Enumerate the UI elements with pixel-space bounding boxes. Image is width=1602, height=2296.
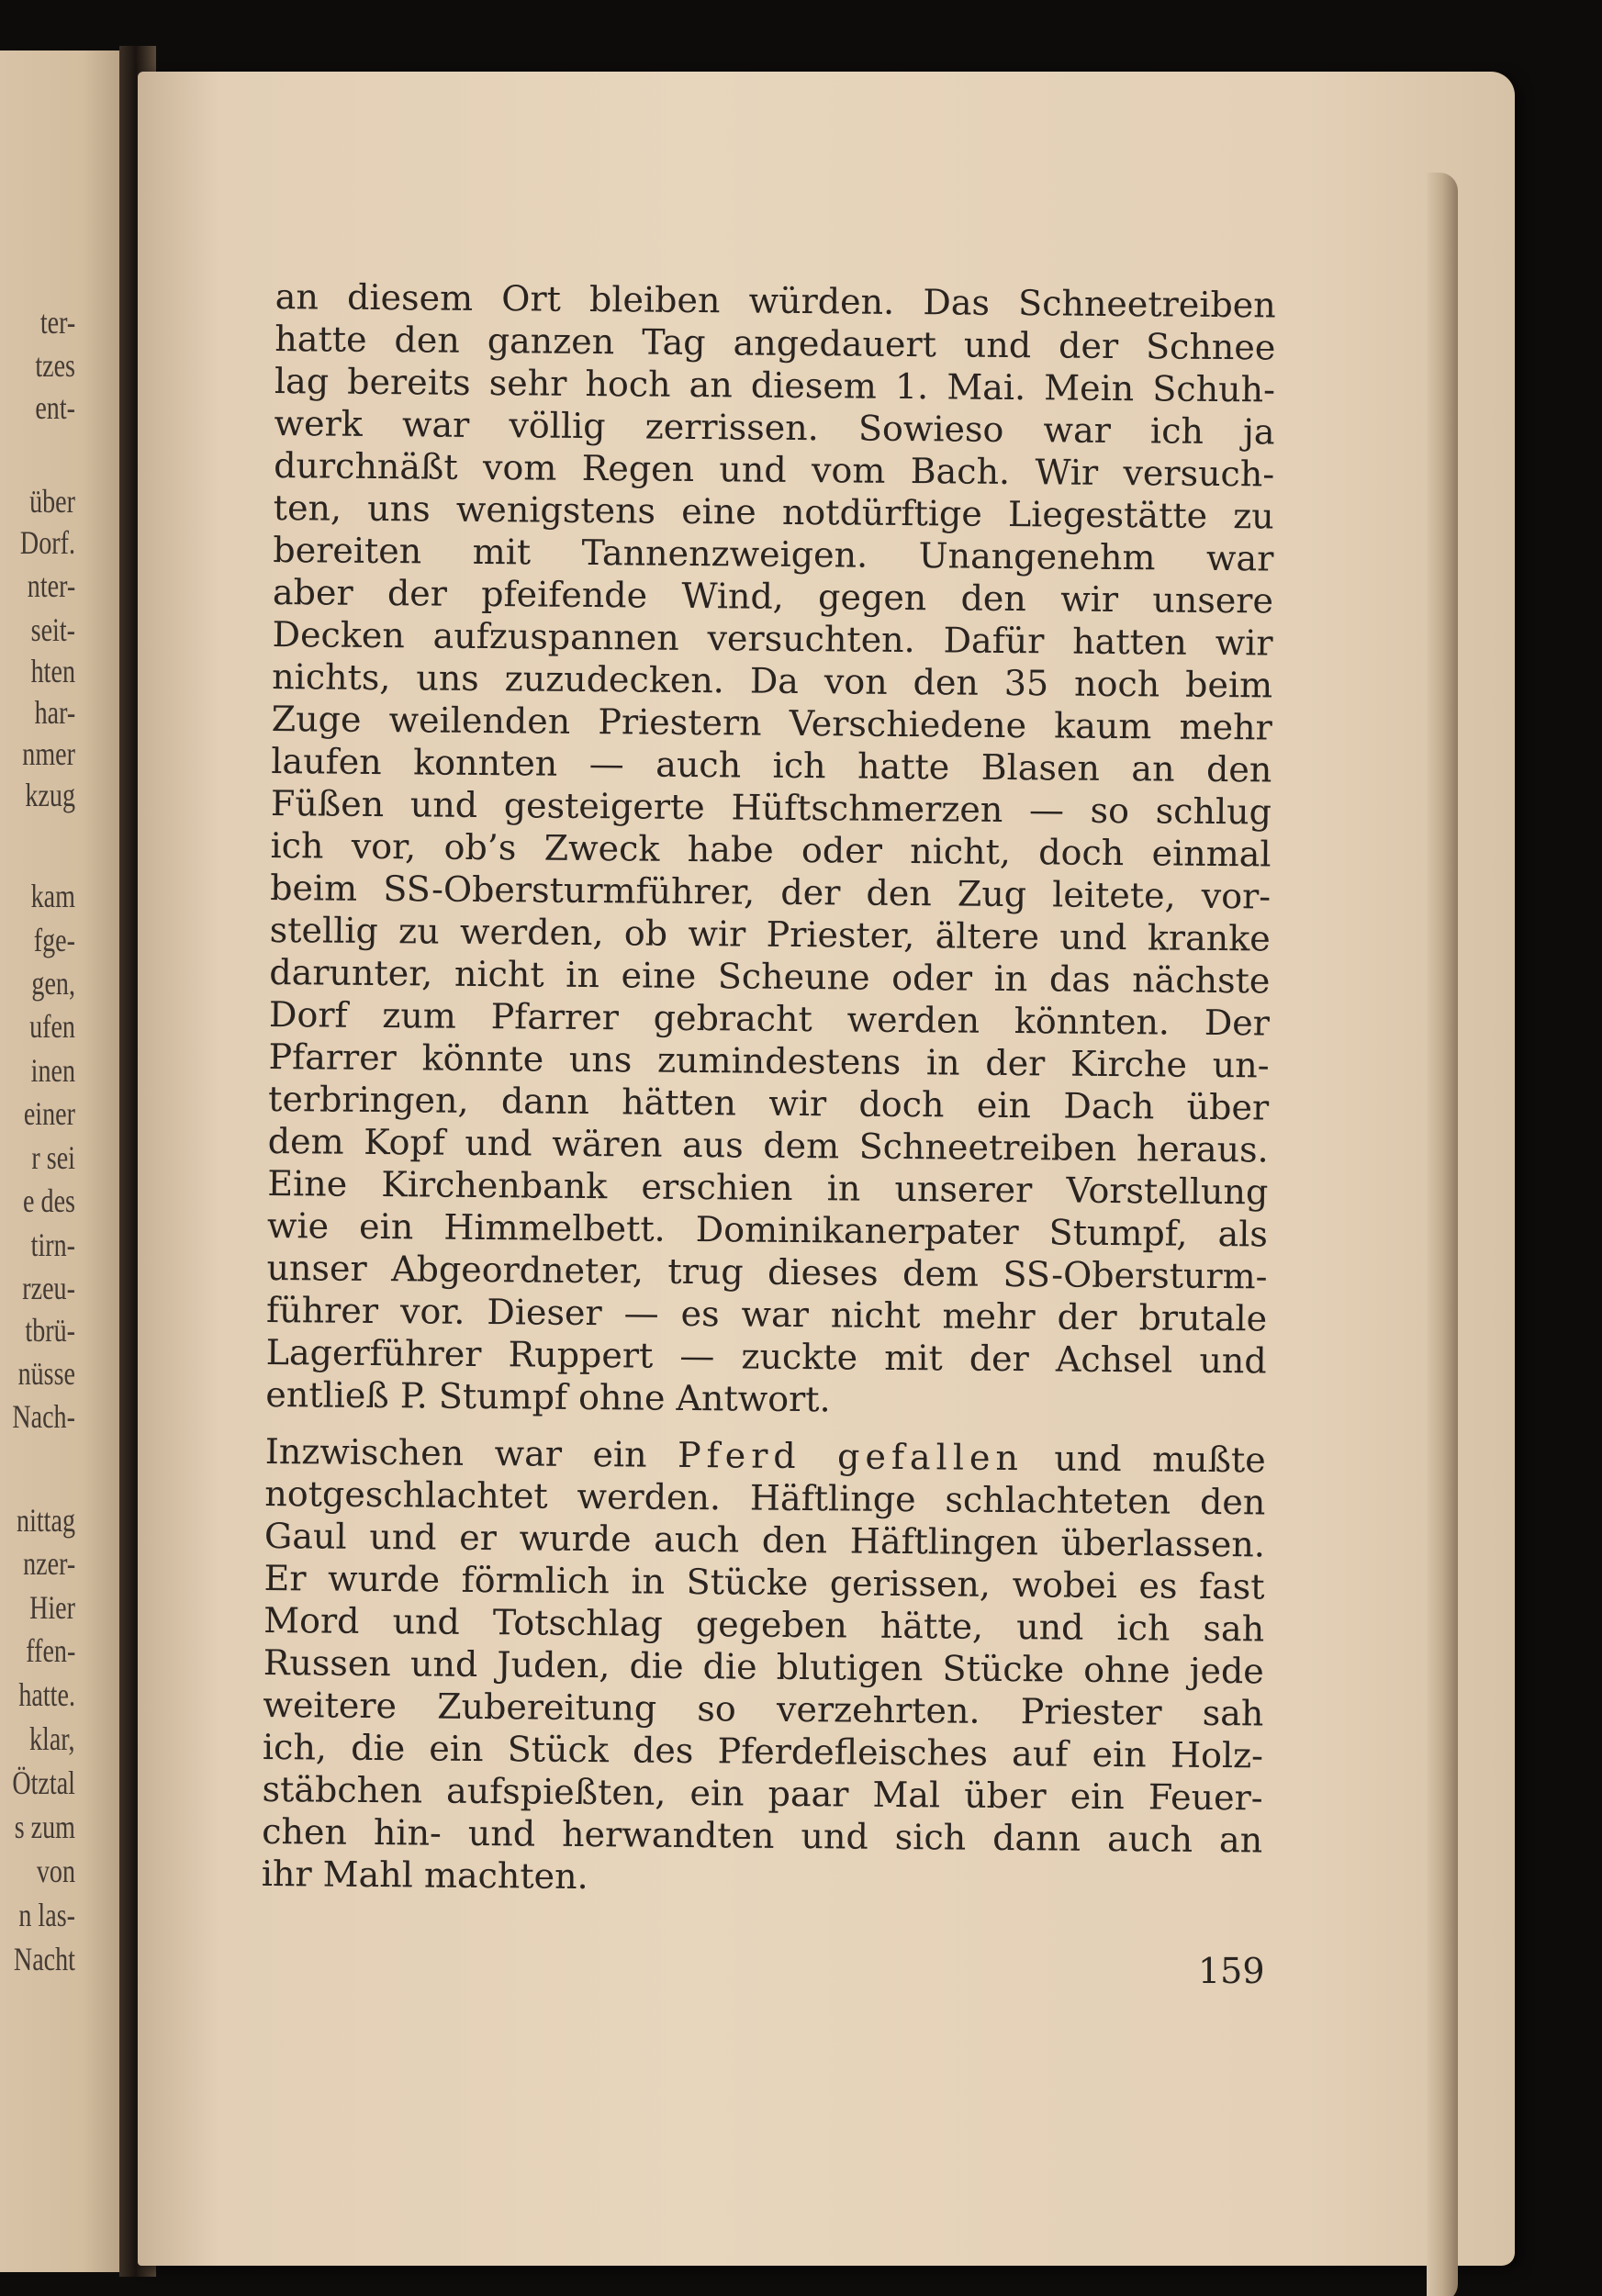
- text-line: Russen und Juden, die die blutigen Stücke ohne jede: [263, 1641, 1264, 1692]
- left-page-fragment: nmer: [22, 735, 75, 772]
- text-line: werk war völlig zerrissen. Sowieso war ich ja: [274, 402, 1275, 453]
- left-page-fragment: nittag: [17, 1502, 75, 1539]
- text-line: Dorf zum Pfarrer gebracht werden könnten. Der: [268, 993, 1271, 1044]
- left-page-fragment: ter-: [39, 304, 75, 341]
- left-page-text-fragments: [0, 50, 129, 2272]
- text-line: Eine Kirchenbank erschien in unserer Vorstellung: [267, 1162, 1269, 1213]
- left-page-fragment: nter-: [27, 567, 75, 604]
- left-page-fragment: tirn-: [30, 1226, 75, 1263]
- left-page-fragment: ent-: [35, 389, 75, 426]
- left-page-fragment: rzeu-: [22, 1270, 75, 1306]
- left-page-fragment: hatte.: [18, 1676, 75, 1713]
- left-page-fragment: über: [29, 483, 75, 520]
- text-line: Decken aufzuspannen versuchten. Dafür hatten wir: [272, 613, 1273, 664]
- left-page-fragment: har-: [34, 694, 75, 731]
- text-line: an diesem Ort bleiben würden. Das Schneetreiben: [274, 275, 1276, 326]
- spaced-emphasis: Pferd gefallen: [677, 1434, 1025, 1479]
- text-line: Gaul und er wurde auch den Häftlingen überlassen.: [263, 1515, 1266, 1565]
- text-line: Füßen und gesteigerte Hüftschmerzen — so schlug: [270, 782, 1272, 833]
- text-line: hatte den ganzen Tag angedauert und der Schnee: [274, 318, 1276, 368]
- text-line: notgeschlachtet werden. Häftlinge schlachteten den: [264, 1473, 1266, 1523]
- line-segment-before: Inzwischen war ein: [264, 1430, 647, 1475]
- left-page-fragment: nzer-: [22, 1545, 75, 1582]
- text-line: bereiten mit Tannenzweigen. Unangenehm war: [273, 529, 1274, 579]
- text-line: Zuge weilenden Priestern Verschiedene kaum mehr: [271, 698, 1272, 748]
- left-page-fragment: e des: [23, 1182, 75, 1219]
- left-page-fragment: inen: [30, 1052, 75, 1089]
- page-number: 159: [1198, 1951, 1265, 1991]
- left-page-fragment: fge-: [33, 922, 75, 958]
- left-page-fragment: gen,: [31, 965, 75, 1002]
- text-line: laufen konnten — auch ich hatte Blasen an den: [271, 740, 1272, 790]
- page-edge-stack: [1427, 173, 1458, 2296]
- left-page-fragment: tbrü-: [25, 1312, 75, 1349]
- left-page-fragment: s zum: [14, 1809, 75, 1845]
- left-page-fragment: Nach-: [12, 1398, 75, 1435]
- text-line: entließ P. Stumpf ohne Antwort.: [265, 1373, 831, 1420]
- left-page-fragment: ufen: [29, 1008, 75, 1045]
- left-page-fragment: Ötztal: [12, 1764, 75, 1801]
- left-page-fragment: n las-: [18, 1897, 75, 1933]
- text-line: Mord und Totschlag gegeben hätte, und ich sah: [263, 1599, 1265, 1650]
- text-line: chen hin- und herwandten und sich dann auch an: [262, 1810, 1263, 1861]
- text-line: aber der pfeifende Wind, gegen den wir unsere: [272, 571, 1274, 622]
- text-line: weitere Zubereitung so verzehrten. Priester sah: [263, 1684, 1264, 1734]
- left-page-fragment: klar,: [29, 1720, 75, 1757]
- left-page-fragment: Hier: [29, 1589, 75, 1626]
- left-page-fragment: ffen-: [25, 1632, 75, 1669]
- paragraph-1: [265, 275, 1276, 1424]
- text-line: darunter, nicht in eine Scheune oder in das nächste: [269, 951, 1271, 1002]
- left-page-fragment: tzes: [35, 347, 75, 384]
- text-line: Pfarrer könnte uns zumindestens in der Kirche un-: [268, 1036, 1270, 1086]
- left-page-fragment: r sei: [31, 1139, 75, 1176]
- text-line: wie ein Himmelbett. Dominikanerpater Stumpf, als: [266, 1204, 1269, 1255]
- text-line: terbringen, dann hätten wir doch ein Dach über: [267, 1078, 1270, 1128]
- left-page-fragment: nüsse: [17, 1355, 75, 1392]
- left-page-fragment: Nacht: [13, 1941, 75, 1977]
- text-line: ten, uns wenigstens eine notdürftige Liegestätte zu: [273, 487, 1274, 537]
- text-line: stellig zu werden, ob wir Priester, ältere und kranke: [269, 909, 1271, 959]
- left-page-fragment: kzug: [25, 777, 75, 813]
- text-line: ihr Mahl machten.: [261, 1853, 588, 1898]
- text-line: beim SS-Obersturmführer, der den Zug leitete, vor-: [269, 867, 1272, 917]
- text-line: nichts, uns zuzudecken. Da von den 35 noch beim: [271, 655, 1273, 706]
- text-line: lag bereits sehr hoch an diesem 1. Mai. Mein Schuh-: [274, 360, 1276, 410]
- left-page-fragment: hten: [30, 653, 75, 689]
- left-page-fragment: seit-: [30, 611, 75, 648]
- left-page-fragment: kam: [30, 878, 75, 914]
- text-line: dem Kopf und wären aus dem Schneetreiben heraus.: [267, 1120, 1269, 1170]
- page-body-text: [262, 275, 1276, 1903]
- text-line: ich vor, ob’s Zweck habe oder nicht, doch einmal: [270, 824, 1272, 875]
- text-line: unser Abgeordneter, trug dieses dem SS-Obersturm-: [266, 1247, 1268, 1297]
- text-line: durchnäßt vom Regen und vom Bach. Wir versuch-: [274, 444, 1275, 495]
- text-line: ich, die ein Stück des Pferdefleisches auf ein Holz-: [262, 1726, 1264, 1776]
- line-segment-after: und mußte: [1054, 1438, 1266, 1481]
- paragraph-2: [262, 1430, 1266, 1903]
- text-line: Er wurde förmlich in Stücke gerissen, wobei es fast: [263, 1557, 1265, 1607]
- text-line: Lagerführer Ruppert — zuckte mit der Achsel und: [265, 1331, 1267, 1382]
- text-line: stäbchen aufspießten, ein paar Mal über ein Feuer-: [262, 1768, 1263, 1819]
- left-facing-page: [0, 50, 138, 2272]
- left-page-fragment: einer: [23, 1095, 75, 1132]
- left-page-fragment: von: [36, 1853, 75, 1889]
- text-line: führer vor. Dieser — es war nicht mehr der brutale: [265, 1289, 1268, 1339]
- left-page-fragment: Dorf.: [19, 524, 75, 561]
